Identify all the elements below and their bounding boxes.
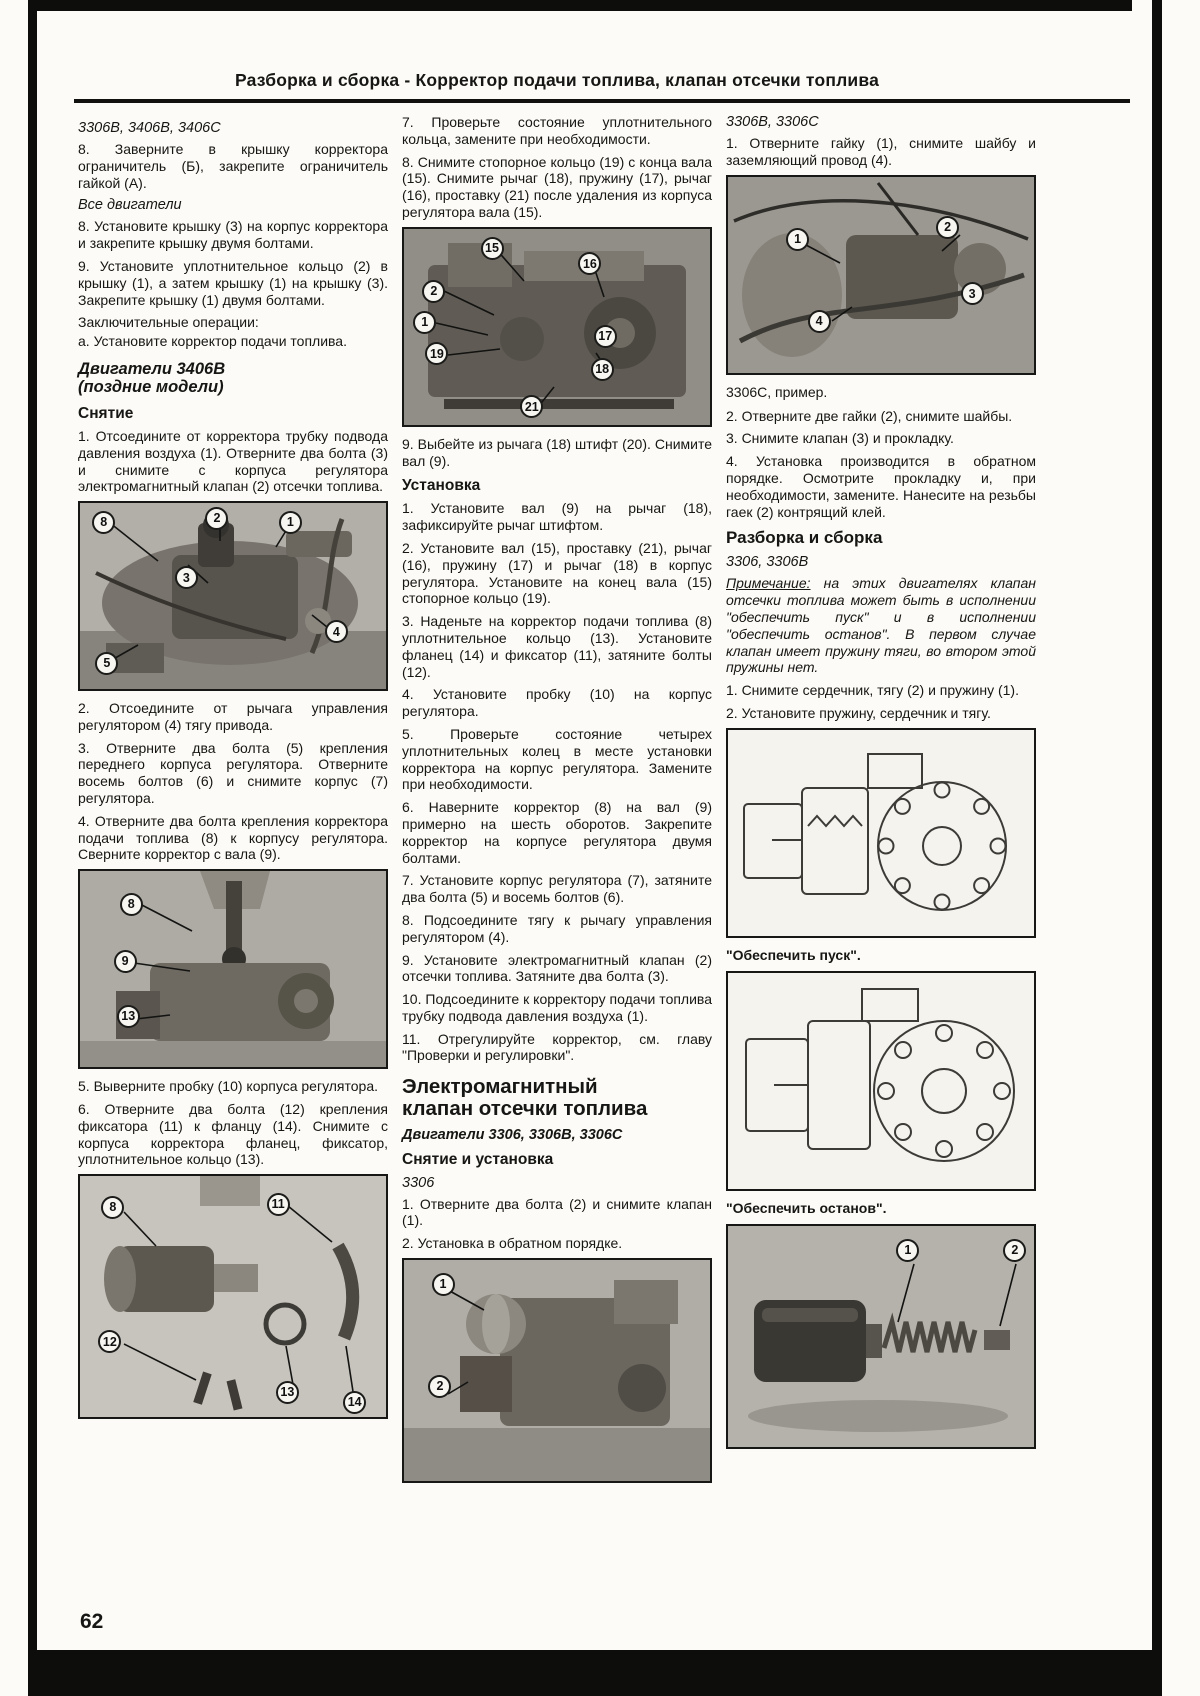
figure-3306b-valve-photo — [726, 175, 1036, 375]
models-heading: 3306В, 3406В, 3406С — [78, 120, 221, 136]
column-middle — [402, 114, 712, 1492]
figure-3306-valve-photo — [402, 1258, 712, 1483]
step-text: 9. Установите электромагнитный клапан (2) отсечки топлива. Затяните два болта (3). — [402, 951, 712, 985]
all-engines-heading: Все двигатели — [78, 197, 182, 214]
solenoid-spring-illustration — [728, 1226, 1034, 1447]
step-text: 4. Отверните два болта крепления корректора подачи топлива (8) к корпусу регулятора. Сверните корректор с вала (9). — [78, 812, 388, 863]
step-text: 6. Отверните два болта (12) крепления фиксатора (11) к фланцу (14). Снимите с корпуса корректора фланец, фиксатор, уплотнительное кольцо (13). — [78, 1101, 388, 1168]
content-columns — [78, 114, 1036, 1492]
scan-edge-right — [1152, 0, 1162, 1696]
note-body: на этих двигателях клапан отсечки топлива может быть в исполнении "обеспечить пуск" и в исполнении "обеспечить останов". В первом случае клапан имеет пружину тяги, во втором этой пружины нет. — [726, 575, 1036, 676]
figure-corrector-removal-photo — [78, 869, 388, 1069]
step-text: 10. Подсоедините к корректору подачи топлива трубку подвода давления воздуха (1). — [402, 991, 712, 1024]
figure-callout: 19 — [425, 342, 448, 365]
step-text: 3. Отверните два болта (5) крепления переднего корпуса регулятора. Отверните восемь болтов (6) и снимите корпус (7) регулятора. — [78, 739, 388, 807]
figure-solenoid-spring-photo — [726, 1224, 1036, 1449]
figure-callout: 1 — [786, 228, 809, 251]
figure-callout: 2 — [936, 216, 959, 239]
step-text: 2. Отсоедините от рычага управления регулятором (4) тягу привода. — [78, 700, 388, 733]
step-text: 2. Отверните две гайки (2), снимите шайбы. — [726, 407, 1013, 424]
step-text: а. Установите корректор подачи топлива. — [78, 333, 347, 350]
page-title: Разборка и сборка - Корректор подачи топлива, клапан отсечки топлива — [234, 70, 880, 90]
step-text: 9. Выбейте из рычага (18) штифт (20). Снимите вал (9). — [402, 435, 712, 469]
figure-stop-version-drawing — [726, 971, 1036, 1191]
section-heading-solenoid-valve-line2: клапан отсечки топлива — [402, 1097, 648, 1121]
step-text: 1. Снимите сердечник, тягу (2) и пружину (1). — [726, 682, 1019, 699]
figure-callout: 3 — [961, 282, 984, 305]
figure-caption-stop: "Обеспечить останов". — [726, 1199, 887, 1216]
figure-callout: 1 — [413, 311, 436, 334]
step-text: 11. Отрегулируйте корректор, см. главу "Проверки и регулировки". — [402, 1030, 712, 1064]
figure-corrector-parts-photo — [78, 1174, 388, 1419]
column-right — [726, 114, 1036, 1492]
page-number: 62 — [80, 1610, 104, 1633]
figure-callout: 15 — [481, 237, 504, 260]
figure-callout: 14 — [343, 1391, 366, 1414]
engines-3406b-heading: Двигатели 3406В — [78, 359, 226, 378]
step-text: 2. Установка в обратном порядке. — [402, 1235, 623, 1252]
step-text: 9. Установите уплотнительное кольцо (2) в крышку (1), а затем крышку (1) на крышку (3). Закрепите крышку (1) двумя болтами. — [78, 257, 388, 308]
figure-callout: 8 — [120, 893, 143, 916]
parts-photo-illustration — [80, 1176, 386, 1417]
scan-edge-left — [28, 0, 37, 1696]
figure-callout: 21 — [520, 395, 543, 418]
step-text: 4. Установка производится в обратном порядке. Осмотрите прокладку и, при необходимости, замените. Нанесите на резьбы гаек (2) контрящий клей. — [726, 453, 1036, 520]
figure-callout: 16 — [578, 252, 601, 275]
figure-solenoid-valve-removal-photo — [78, 501, 388, 691]
step-text: 5. Выверните пробку (10) корпуса регулятора. — [78, 1078, 379, 1095]
engines-3406b-heading-line2: (поздние модели) — [78, 378, 224, 397]
figure-callout: 2 — [428, 1375, 451, 1398]
scan-edge-bottom — [28, 1650, 1162, 1696]
removal-heading: Снятие — [78, 404, 134, 422]
step-text: 3. Наденьте на корректор подачи топлива (8) уплотнительное кольцо (13). Установите фланец (14) и фиксатор (11), затяните болты (12). — [402, 613, 712, 680]
figure-callout: 4 — [325, 620, 348, 643]
figure-callout: 2 — [1003, 1239, 1026, 1262]
header-rule — [74, 99, 1130, 103]
engines-list-heading: Двигатели 3306, 3306В, 3306С — [402, 1126, 623, 1143]
engine-photo-illustration — [80, 503, 386, 689]
step-text: 3. Снимите клапан (3) и прокладку. — [726, 430, 954, 447]
step-text: 5. Проверьте состояние четырех уплотнительных колец в месте установки корректора на корпус регулятора. Замените при необходимости. — [402, 725, 712, 793]
step-text: 1. Установите вал (9) на рычаг (18), зафиксируйте рычаг штифтом. — [402, 500, 712, 534]
removal-install-heading: Снятие и установка — [402, 1150, 554, 1168]
figure-callout: 1 — [896, 1239, 919, 1262]
valve-start-drawing — [728, 730, 1034, 936]
step-text: 1. Отверните гайку (1), снимите шайбу и заземляющий провод (4). — [726, 135, 1036, 168]
step-text: 7. Проверьте состояние уплотнительного кольца, замените при необходимости. — [402, 114, 712, 147]
scan-edge-top — [36, 0, 1132, 11]
figure-caption-start: "Обеспечить пуск". — [726, 946, 861, 963]
disassembly-heading: Разборка и сборка — [726, 528, 883, 548]
figure-callout: 5 — [95, 652, 118, 675]
step-text: 7. Установите корпус регулятора (7), затяните два болта (5) и восемь болтов (6). — [402, 872, 712, 906]
model-3306-heading: 3306 — [402, 1174, 435, 1191]
step-text: Заключительные операции: — [78, 314, 259, 331]
step-text: 4. Установите пробку (10) на корпус регулятора. — [402, 686, 712, 720]
figure-start-version-drawing — [726, 728, 1036, 938]
figure-callout: 1 — [279, 511, 302, 534]
step-text: 2. Установите вал (15), проставку (21), рычаг (16), пружину (17) и рычаг (18) в корпус регулятора. Установите на конец вала (15) стопорное кольцо (19). — [402, 539, 712, 607]
valve-wiring-photo-illustration — [728, 177, 1034, 373]
step-text: 1. Отверните два болта (2) и снимите клапан (1). — [402, 1195, 712, 1229]
figure-callout: 8 — [92, 511, 115, 534]
figure-callout: 1 — [432, 1273, 455, 1296]
step-text: 2. Установите пружину, сердечник и тягу. — [726, 704, 991, 721]
figure-callout: 11 — [267, 1193, 290, 1216]
note-label: Примечание: — [726, 575, 811, 592]
figure-callout: 2 — [205, 507, 228, 530]
step-text: 1. Отсоедините от корректора трубку подвода давления воздуха (1). Отверните два болта (3) и снимите с корпуса регулятора электромагнитный клапан (2) отсечки топлива. — [78, 427, 388, 495]
figure-callout: 4 — [808, 310, 831, 333]
figure-callout: 17 — [594, 325, 617, 348]
step-text: 8. Заверните в крышку корректора ограничитель (Б), закрепите ограничитель гайкой (А). — [78, 141, 388, 191]
step-text: 8. Установите крышку (3) на корпус корректора и закрепите крышку двумя болтами. — [78, 218, 388, 252]
figure-callout: 8 — [101, 1196, 124, 1219]
note-text — [726, 575, 1036, 676]
figure-callout: 2 — [422, 280, 445, 303]
valve-stop-drawing — [728, 973, 1034, 1189]
step-text: 8. Снимите стопорное кольцо (19) с конца вала (15). Снимите рычаг (18), пружину (17), рычаг (16), проставку (21) после удаления из корпуса регулятора вала (15). — [402, 153, 712, 220]
column-left — [78, 114, 388, 1492]
figure-caption: 3306С, пример. — [726, 383, 828, 400]
section-heading-solenoid-valve: Электромагнитный — [402, 1075, 598, 1099]
step-text: 8. Подсоедините тягу к рычагу управления регулятором (4). — [402, 911, 712, 945]
figure-callout: 13 — [276, 1381, 299, 1404]
figure-callout: 9 — [114, 950, 137, 973]
figure-callout: 13 — [117, 1005, 140, 1028]
figure-callout: 3 — [175, 566, 198, 589]
install-heading: Установка — [402, 477, 481, 495]
figure-callout: 12 — [98, 1330, 121, 1353]
models-heading-right: 3306В, 3306С — [726, 114, 819, 130]
figure-governor-shaft-photo — [402, 227, 712, 427]
models-heading-right2: 3306, 3306В — [726, 554, 809, 571]
step-text: 6. Наверните корректор (8) на вал (9) примерно на шесть оборотов. Закрепите корректор на корпусе регулятора двумя болтами. — [402, 799, 712, 866]
figure-callout: 18 — [591, 358, 614, 381]
governor-photo-illustration — [404, 229, 710, 425]
